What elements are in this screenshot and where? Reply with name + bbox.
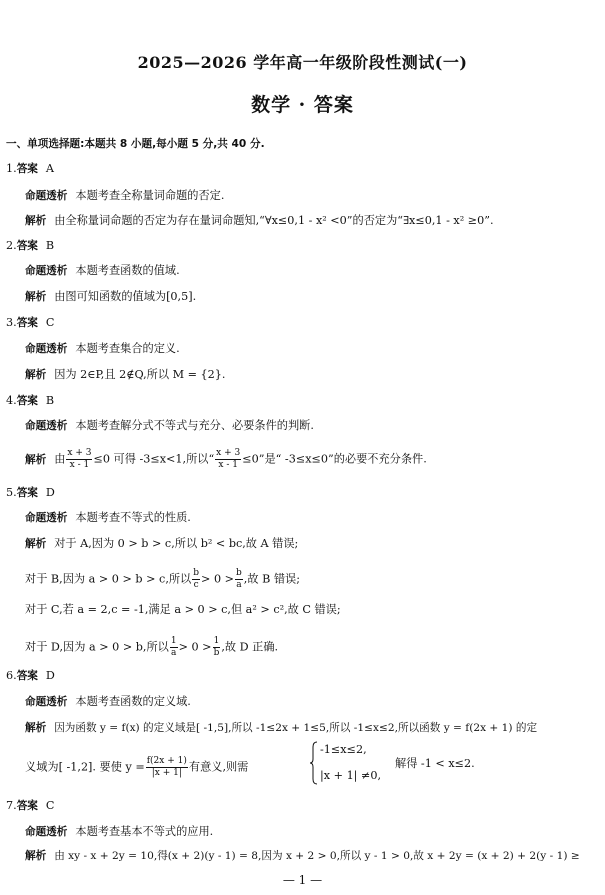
fraction: $\frac{1}{a}$ — [170, 636, 177, 658]
q5-analysis-d: 对于 D,因为 a > 0 > b,所以 $\frac{1}{a}$ > 0 > $\frac{1}{b}$ ,故 D 正确. — [25, 636, 279, 658]
q6-system-line-1: -1≤x≤2, — [320, 743, 367, 756]
q1-intent: 命题透析 本题考查全称量词命题的否定. — [25, 189, 225, 202]
q5-analysis: 解析 对于 A,因为 0 > b > c,所以 b² < bc,故 A 错误; — [25, 537, 299, 550]
q2-answer-line: 2.答案 B — [6, 239, 55, 252]
q7-analysis: 解析 由 xy - x + 2y = 10,得(x + 2)(y - 1) = 8,因为 x + 2 > 0,所以 y - 1 > 0,故 x + 2y = (x + 2) + 2(y - 1) ≥ — [25, 850, 580, 862]
q3-analysis: 解析 因为 2∈P,且 2∉Q,所以 M = {2}. — [25, 368, 226, 381]
page-title: 2025—2026 学年高一年级阶段性测试(一) — [137, 53, 468, 72]
q6-intent: 命题透析 本题考查函数的定义域. — [25, 695, 191, 708]
page-subtitle: 数学 · 答案 — [251, 94, 354, 116]
q1-analysis: 解析 由全称量词命题的否定为存在量词命题知,“∀x≤0,1 - x² <0”的否定为“∃x≤0,1 - x² ≥0”. — [25, 214, 494, 227]
q3-answer-line: 3.答案 C — [6, 316, 55, 329]
fraction: $\frac{f(2x + 1)}{|x + 1|}$ — [146, 756, 187, 778]
q6-result: 解得 -1 < x≤2. — [395, 757, 475, 770]
q6-analysis: 解析 因为函数 y = f(x) 的定义域是[ -1,5],所以 -1≤2x + 1≤5,所以 -1≤x≤2,所以函数 y = f(2x + 1) 的定 — [25, 722, 538, 734]
fraction: $\frac{x + 3}{x - 1}$ — [216, 448, 241, 470]
page-number: — 1 — — [282, 873, 323, 887]
q1-answer-line: 1.答案 A — [6, 162, 54, 175]
section-heading: 一、单项选择题:本题共 8 小题,每小题 5 分,共 40 分. — [6, 138, 265, 150]
q6-system-line-2: |x + 1| ≠0, — [320, 769, 382, 782]
fraction: $\frac{b}{a}$ — [236, 568, 242, 590]
q2-analysis: 解析 由图可知函数的值域为[0,5]. — [25, 290, 197, 303]
fraction: $\frac{b}{c}$ — [193, 568, 200, 590]
fraction: $\frac{x + 3}{x - 1}$ — [67, 448, 92, 470]
q6-answer-line: 6.答案 D — [6, 669, 55, 682]
left-brace-icon — [310, 741, 318, 785]
q7-intent: 命题透析 本题考查基本不等式的应用. — [25, 825, 214, 838]
q4-intent: 命题透析 本题考查解分式不等式与充分、必要条件的判断. — [25, 419, 314, 432]
q4-analysis: 解析 由 $\frac{x + 3}{x - 1}$ ≤0 可得 -3≤x<1,所以“ $\frac{x + 3}{x - 1}$ ≤0”是“ -3≤x≤0”的必要不充分条件. — [25, 448, 427, 470]
q5-analysis-c: 对于 C,若 a = 2,c = -1,满足 a > 0 > c,但 a² > c²,故 C 错误; — [25, 603, 341, 616]
q5-intent: 命题透析 本题考查不等式的性质. — [25, 511, 191, 524]
q7-answer-line: 7.答案 C — [6, 799, 55, 812]
fraction: $\frac{1}{b}$ — [213, 636, 220, 658]
q5-answer-line: 5.答案 D — [6, 486, 55, 499]
q5-analysis-b: 对于 B,因为 a > 0 > b > c,所以 $\frac{b}{c}$ > 0 > $\frac{b}{a}$ ,故 B 错误; — [25, 568, 300, 590]
q2-intent: 命题透析 本题考查函数的值域. — [25, 264, 180, 277]
q3-intent: 命题透析 本题考查集合的定义. — [25, 342, 180, 355]
q6-analysis-2: 义域为[ -1,2]. 要使 y = $\frac{f(2x + 1)}{|x + 1|}$ 有意义,则需 — [25, 756, 249, 778]
q4-answer-line: 4.答案 B — [6, 394, 55, 407]
